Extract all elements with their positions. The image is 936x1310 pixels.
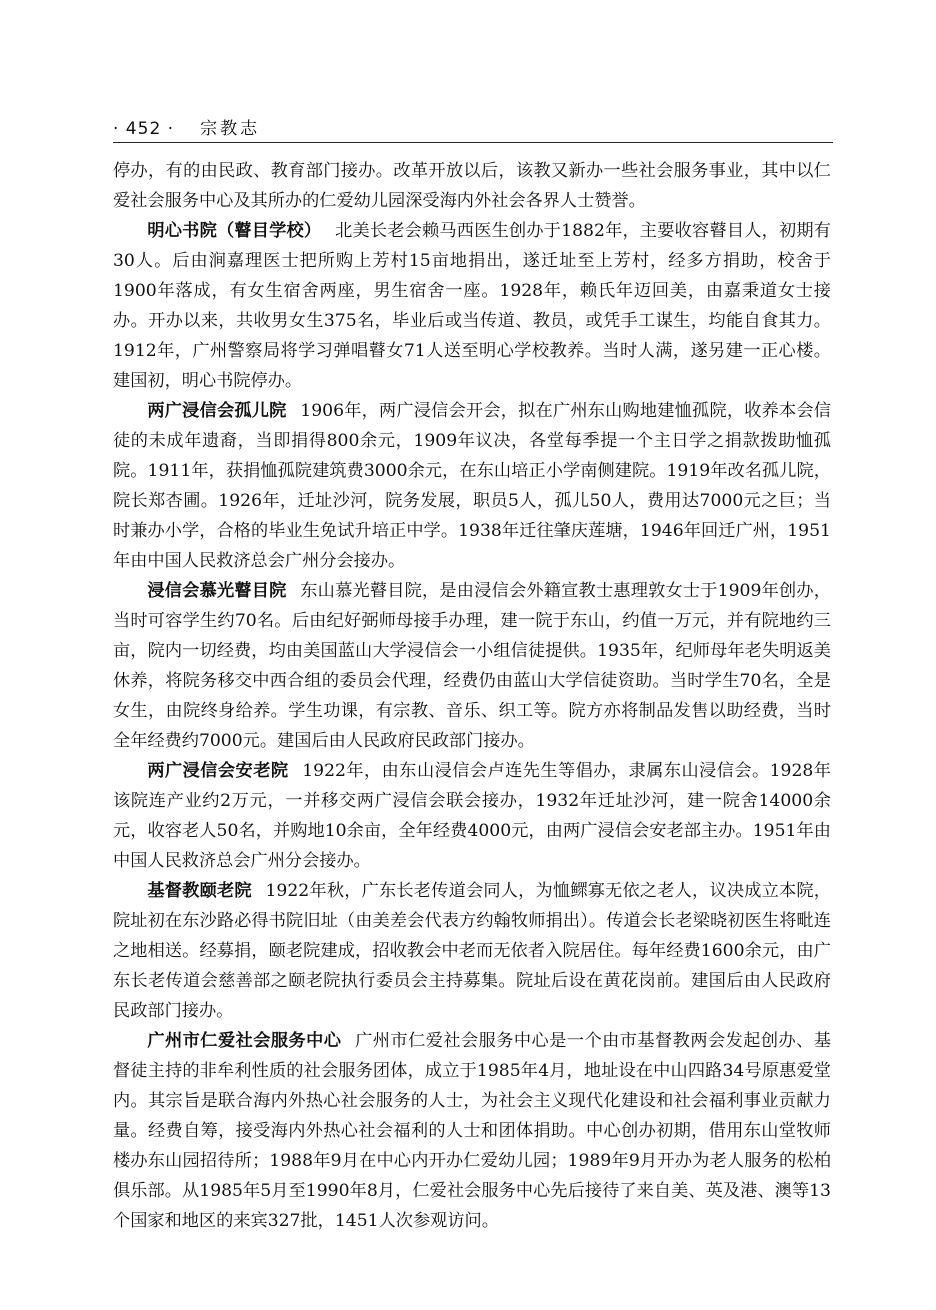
paragraph-text: 停办，有的由民政、教育部门接办。改革开放以后，该教又新办一些社会服务事业，其中以仁爱社会服务中心及其所办的仁爱幼儿园深受海内外社会各界人士赞誉。 <box>113 161 831 211</box>
entry-heading: 明心书院（瞽目学校） <box>147 221 322 241</box>
entry-text: 1922年秋，广东长老传道会同人，为恤鳏寡无依之老人，议决成立本院，院址初在东沙路必得书院旧址（由美差会代表方约翰牧师捐出）。传道会长老梁晓初医生将毗连之地相送。经募捐，颐老院建成，招收教会中老而无依者入院居住。每年经费1600余元，由广东长老传道会慈善部之颐老院执行委员会主持募集。院址后设在黄花岗前。建国后由人民政府民政部门接办。 <box>113 881 831 1021</box>
entry-christian-elderly-home <box>113 876 831 1026</box>
entry-heading: 两广浸信会安老院 <box>147 761 289 781</box>
entry-heading: 两广浸信会孤儿院 <box>147 401 287 421</box>
entry-mingxin-academy <box>113 216 831 396</box>
section-title: 宗教志 <box>200 119 261 139</box>
entry-heading: 浸信会慕光瞽目院 <box>147 581 287 601</box>
entry-heading: 广州市仁爱社会服务中心 <box>147 1031 342 1051</box>
entry-renai-service-center <box>113 1026 831 1236</box>
page-header <box>113 118 833 140</box>
entry-muguang-blind-school <box>113 576 831 756</box>
entry-text: 广州市仁爱社会服务中心是一个由市基督教两会发起创办、基督徒主持的非牟利性质的社会服务团体，成立于1985年4月，地址设在中山四路34号原惠爱堂内。其宗旨是联合海内外热心社会服务的人士，为社会主义现代化建设和社会福利事业贡献力量。经费自筹，接受海内外热心社会福利的人士和团体捐助。中心创办初期，借用东山堂牧师楼办东山园招待所；1988年9月在中心内开办仁爱幼儿园；1989年9月开办为老人服务的松柏俱乐部。从1985年5月至1990年8月，仁爱社会服务中心先后接待了来自美、英及港、澳等13个国家和地区的来宾327批，1451人次参观访问。 <box>113 1031 831 1231</box>
entry-text: 东山慕光瞽目院，是由浸信会外籍宣教士惠理敦女士于1909年创办，当时可容学生约70名。后由纪好弼师母接手办理，建一院于东山，约值一万元，并有院地约三亩，院内一切经费，均由美国蓝山大学浸信会一小组信徒提供。1935年，纪师母年老失明返美休养，将院务移交中西合组的委员会代理，经费仍由蓝山大学信徒资助。当时学生70名，全是女生，由院终身给养。学生功课，有宗教、音乐、织工等。院方亦将制品发售以助经费，当时全年经费约7000元。建国后由人民政府民政部门接办。 <box>113 581 831 751</box>
entry-text: 1906年，两广浸信会开会，拟在广州东山购地建恤孤院，收养本会信徒的未成年遗裔，当即捐得800余元，1909年议决，各堂每季提一个主日学之捐款拨助恤孤院。1911年，获捐恤孤院建筑费3000余元，在东山培正小学南侧建院。1919年改名孤儿院，院长郑杏圃。1926年，迁址沙河，院务发展，职员5人，孤儿50人，费用达7000元之巨；当时兼办小学，合格的毕业生免试升培正中学。1938年迁往肇庆莲塘，1946年回迁广州，1951年由中国人民救济总会广州分会接办。 <box>113 401 831 571</box>
body-text <box>113 156 831 1236</box>
page-number: · 452 · <box>113 119 175 139</box>
header-rule <box>113 142 833 143</box>
entry-baptist-elderly-home <box>113 756 831 876</box>
entry-heading: 基督教颐老院 <box>147 881 252 901</box>
paragraph-continued <box>113 156 831 216</box>
entry-baptist-orphanage <box>113 396 831 576</box>
entry-text: 北美长老会赖马西医生创办于1882年，主要收容瞽目人，初期有30人。后由涧嘉理医士把所购上芳村15亩地捐出，遂迁址至上芳村，经多方捐助，校舍于1900年落成，有女生宿舍两座，男生宿舍一座。1928年，赖氏年迈回美，由嘉秉道女士接办。开办以来，共收男女生375名，毕业后或当传道、教员，或凭手工谋生，均能自食其力。1912年，广州警察局将学习弹唱瞽女71人送至明心学校教养。当时人满，遂另建一正心楼。建国初，明心书院停办。 <box>113 221 831 391</box>
entry-text: 1922年，由东山浸信会卢连先生等倡办，隶属东山浸信会。1928年该院连产业约2万元，一并移交两广浸信会联会接办，1932年迁址沙河，建一院舍14000余元，收容老人50名，并购地10余亩，全年经费4000元，由两广浸信会安老部主办。1951年由中国人民救济总会广州分会接办。 <box>113 761 831 871</box>
